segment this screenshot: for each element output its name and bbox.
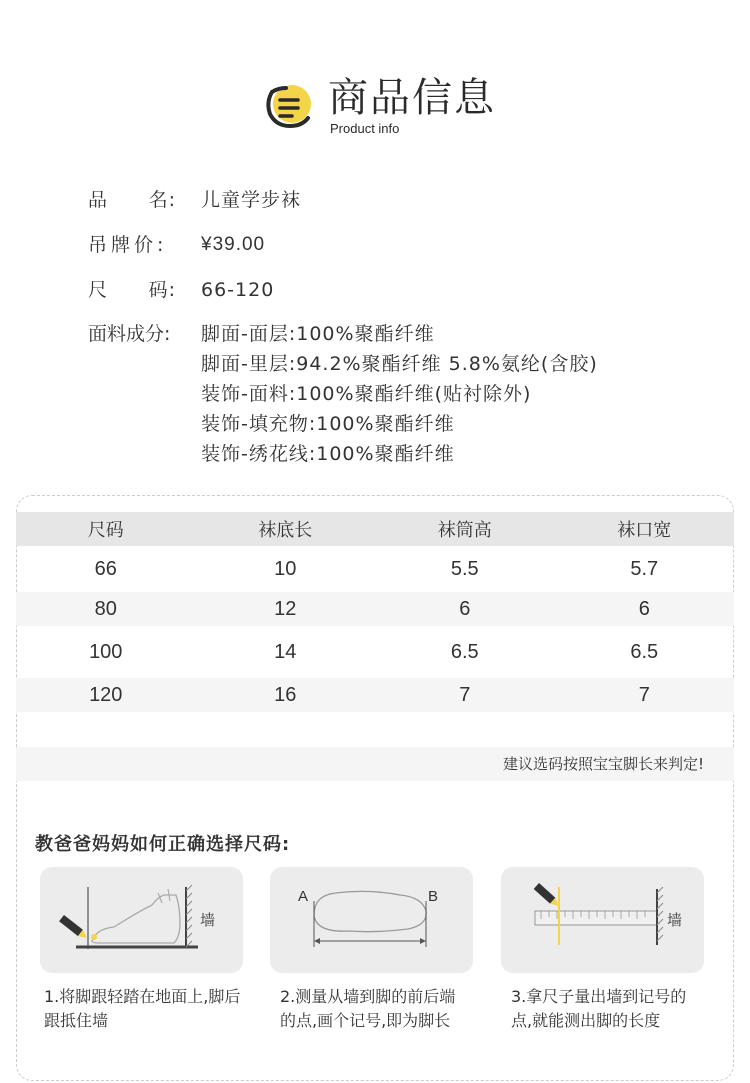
size-note: 建议选码按照宝宝脚长来判定! [502,755,704,773]
column-header: 尺码 [87,520,124,541]
page-title: 商品信息 [328,75,496,121]
table-cell: 7 [638,683,650,706]
guide-card-2 [270,867,473,973]
size-note-bar [16,747,734,781]
material-line: 脚面-面层:100%聚酯纤维 [201,323,435,345]
product-info-list [88,182,728,465]
foot-against-wall-icon [40,867,243,973]
info-row-size [88,272,728,317]
table-row [16,626,734,678]
ruler-to-wall-icon [501,867,704,973]
table-cell: 120 [89,683,123,706]
product-info-header [262,72,502,142]
table-row [16,546,734,592]
guide-title: 教爸爸妈妈如何正确选择尺码: [35,834,291,855]
wall-label: 墙 [667,911,683,929]
point-a-label: A [298,888,309,905]
price-value: ¥39.00 [201,234,266,255]
table-cell: 6.5 [450,640,479,663]
point-b-label: B [428,888,439,905]
size-label: 尺 码: [88,279,176,301]
guide-step-2: 2.测量从墙到脚的前后端的点,画个记号,即为脚长 [280,987,456,1030]
column-header: 袜筒高 [437,520,492,541]
name-value: 儿童学步袜 [201,189,302,211]
material-lines [201,319,598,469]
foot-outline-measure-icon [270,867,473,973]
info-row-name [88,182,728,227]
table-row [16,678,734,712]
table-cell: 16 [274,683,297,706]
table-cell: 66 [94,557,117,580]
info-row-price [88,227,728,272]
material-line: 脚面-里层:94.2%聚酯纤维 5.8%氨纶(含胶) [201,353,598,375]
table-cell: 14 [274,640,297,663]
material-line: 装饰-填充物:100%聚酯纤维 [201,413,455,435]
name-label: 品 名: [88,189,176,211]
table-header-row [16,512,734,546]
table-cell: 5.7 [630,557,659,580]
table-row [16,592,734,626]
column-header: 袜口宽 [617,520,672,541]
document-list-icon [262,82,314,130]
guide-card-1 [40,867,243,973]
guide-card-3 [501,867,704,973]
column-header: 袜底长 [258,520,313,541]
material-line: 装饰-面料:100%聚酯纤维(贴衬除外) [201,383,532,405]
table-cell: 6.5 [630,640,659,663]
table-cell: 6 [638,597,650,620]
price-label: 吊牌价: [88,234,168,256]
table-cell: 80 [94,597,117,620]
guide-step-1: 1.将脚跟轻踏在地面上,脚后跟抵住墙 [44,987,241,1030]
wall-label: 墙 [200,911,216,929]
page-subtitle: Product info [330,121,400,136]
table-cell: 7 [459,683,471,706]
table-cell: 12 [274,597,297,620]
material-line: 装饰-绣花线:100%聚酯纤维 [201,443,455,465]
size-table [16,512,734,712]
table-cell: 100 [89,640,123,663]
material-label: 面料成分: [88,323,171,345]
guide-step-3: 3.拿尺子量出墙到记号的点,就能测出脚的长度 [511,987,687,1030]
table-cell: 5.5 [450,557,479,580]
table-cell: 10 [274,557,297,580]
table-cell: 6 [459,597,471,620]
size-value: 66-120 [201,279,275,301]
